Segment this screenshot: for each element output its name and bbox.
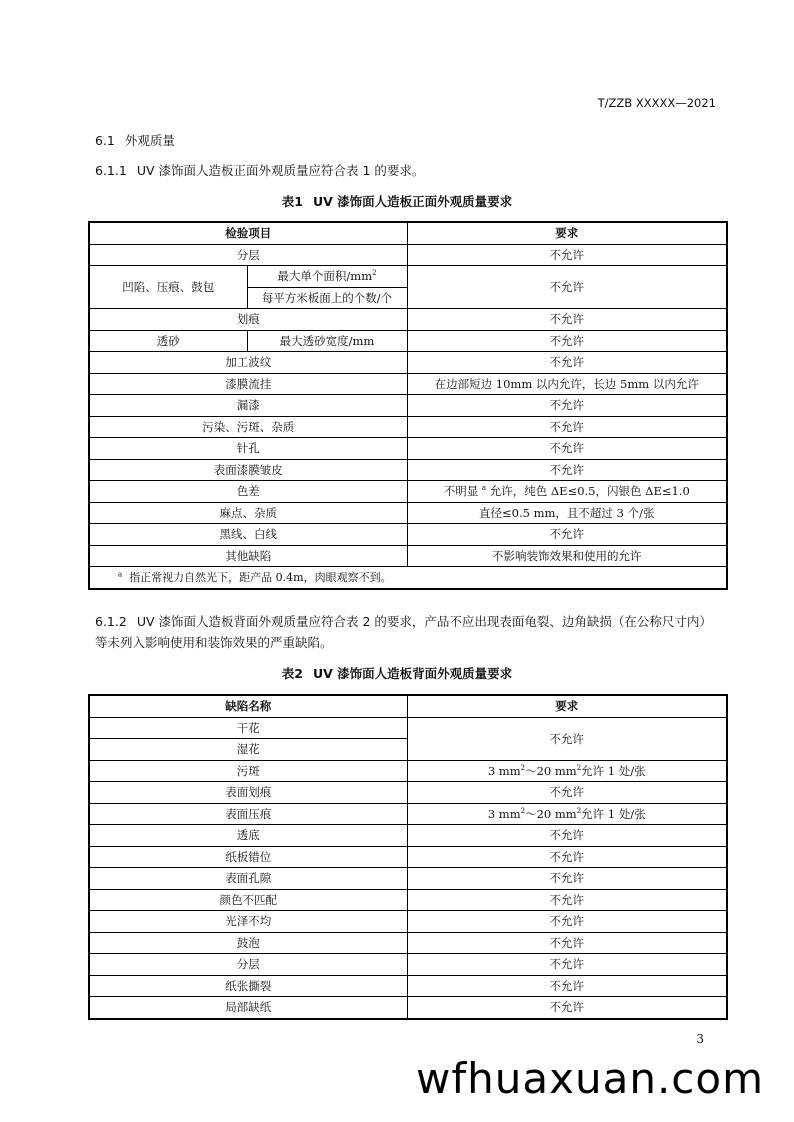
requirement-cell: 不影响装饰效果和使用的允许 [407,545,727,567]
requirement-cell: 不允许 [407,395,727,417]
requirement-cell: 不允许 [407,352,727,374]
watermark-text: wfhuaxuan.com [416,1054,764,1103]
requirement-cell: 不允许 [407,459,727,481]
table-row [89,395,727,417]
item-cell: 凹陷、压痕、鼓包 [89,266,247,309]
requirement-text: 允许 1 处/张 [581,806,646,821]
table-row [89,911,727,933]
table2-caption-number: 表2 [281,666,303,681]
table-row [89,352,727,374]
requirement-cell: 不允许 [407,846,727,868]
column-header: 缺陷名称 [89,695,407,717]
footnote-marker: a [118,570,123,579]
section-title: 外观质量 [124,133,175,148]
item-cell: 针孔 [89,438,407,460]
item-cell: 透底 [89,825,407,847]
table-row [89,524,727,546]
requirement-text: 允许 1 处/张 [581,763,646,778]
item-cell: 表面划痕 [89,782,407,804]
requirement-cell: 不允许 [407,997,727,1019]
item-cell: 表面孔隙 [89,868,407,890]
requirement-cell: 不允许 [407,975,727,997]
column-header: 要求 [407,222,727,244]
section-heading [95,131,175,149]
column-header: 检验项目 [89,222,407,244]
table-row [89,954,727,976]
requirement-cell: 不允许 [407,782,727,804]
superscript: 2 [576,806,582,815]
item-cell: 分层 [89,954,407,976]
superscript: 2 [576,763,582,772]
requirement-cell: 不允许 [407,932,727,954]
item-cell: 表面压痕 [89,803,407,825]
table-row [89,244,727,266]
item-cell: 其他缺陷 [89,545,407,567]
sub-item-cell: 最大透砂宽度/mm [247,330,407,352]
requirement-cell: 直径≤0.5 mm，且不超过 3 个/张 [407,502,727,524]
superscript: 2 [520,806,526,815]
table-row [89,481,727,503]
table-row [89,266,727,288]
table-row [89,975,727,997]
requirement-cell: 不允许 [407,825,727,847]
item-cell: 湿花 [89,739,407,761]
table-row [89,782,727,804]
item-cell: 局部缺纸 [89,997,407,1019]
item-cell: 干花 [89,717,407,739]
requirement-text: ～20 mm [525,763,577,778]
requirement-cell [407,803,727,825]
table1-caption [0,192,794,210]
table-row [89,459,727,481]
table2-caption [0,664,794,682]
table1 [88,221,728,590]
requirement-cell: 不允许 [407,244,727,266]
table-row [89,373,727,395]
superscript: 2 [520,763,526,772]
item-cell: 表面漆膜皱皮 [89,459,407,481]
requirement-cell: 在边部短边 10mm 以内允许，长边 5mm 以内允许 [407,373,727,395]
item-cell: 纸张撕裂 [89,975,407,997]
table-row [89,803,727,825]
table1-caption-title: UV 漆饰面人造板正面外观质量要求 [313,194,513,209]
footnote-marker: a [481,484,487,493]
requirement-cell: 不允许 [407,330,727,352]
requirement-cell: 不允许 [407,524,727,546]
clause-6-1-1 [95,161,424,179]
table2-caption-title: UV 漆饰面人造板背面外观质量要求 [313,666,513,681]
table2 [88,694,728,1020]
table-row [89,868,727,890]
requirement-cell: 不允许 [407,954,727,976]
requirement-cell: 不允许 [407,416,727,438]
clause-number: 6.1.1 [95,163,127,178]
sub-item-cell: 每平方米板面上的个数/个 [247,287,407,309]
requirement-cell: 不允许 [407,717,727,760]
table-row [89,889,727,911]
requirement-text: 允许，纯色 ΔE≤0.5，闪银色 ΔE≤1.0 [489,484,690,499]
item-cell: 色差 [89,481,407,503]
page-number: 3 [696,1032,704,1046]
requirement-cell: 不允许 [407,889,727,911]
requirement-cell [407,760,727,782]
requirement-text: 不明显 [443,484,479,499]
item-cell: 污染、污斑、杂质 [89,416,407,438]
clause-number: 6.1.2 [95,614,127,629]
column-header: 要求 [407,695,727,717]
requirement-cell: 不允许 [407,438,727,460]
sub-item-cell [247,266,407,288]
item-cell: 麻点、杂质 [89,502,407,524]
table-header-row [89,222,727,244]
table-row [89,416,727,438]
item-cell: 划痕 [89,309,407,331]
table-note-row [89,567,727,589]
sub-item-text: 最大单个面积/mm [277,269,373,284]
standard-code: T/ZZB XXXXX—2021 [597,96,716,110]
table-row [89,438,727,460]
item-cell: 污斑 [89,760,407,782]
section-number: 6.1 [95,133,115,148]
table-header-row [89,695,727,717]
item-cell: 分层 [89,244,407,266]
item-cell: 漆膜流挂 [89,373,407,395]
item-cell: 纸板错位 [89,846,407,868]
item-cell: 透砂 [89,330,247,352]
table-note [89,567,727,589]
requirement-cell: 不允许 [407,911,727,933]
table-row [89,825,727,847]
table-row [89,717,727,739]
item-cell: 漏漆 [89,395,407,417]
table1-caption-number: 表1 [281,194,303,209]
table-row [89,309,727,331]
note-text: 指正常视力自然光下，距产品 0.4m，肉眼观察不到。 [129,571,392,585]
requirement-cell: 不允许 [407,868,727,890]
item-cell: 加工波纹 [89,352,407,374]
item-cell: 颜色不匹配 [89,889,407,911]
clause-text: UV 漆饰面人造板正面外观质量应符合表 1 的要求。 [136,163,425,178]
table-row [89,330,727,352]
requirement-cell: 不允许 [407,266,727,309]
clause-6-1-2 [95,611,723,653]
item-cell: 黑线、白线 [89,524,407,546]
table-row [89,997,727,1019]
clause-text: UV 漆饰面人造板背面外观质量应符合表 2 的要求，产品不应出现表面龟裂、边角缺损（在公称尺寸内）等未列入影响使用和装饰效果的严重缺陷。 [95,614,712,650]
table-row [89,760,727,782]
table-row [89,932,727,954]
superscript: 2 [372,269,377,278]
table-row [89,502,727,524]
requirement-text: ～20 mm [525,806,577,821]
item-cell: 鼓泡 [89,932,407,954]
requirement-cell: 不允许 [407,309,727,331]
item-cell: 光泽不均 [89,911,407,933]
requirement-text: 3 mm [487,806,521,821]
table-row [89,545,727,567]
requirement-cell [407,481,727,503]
table-row [89,846,727,868]
requirement-text: 3 mm [487,763,521,778]
